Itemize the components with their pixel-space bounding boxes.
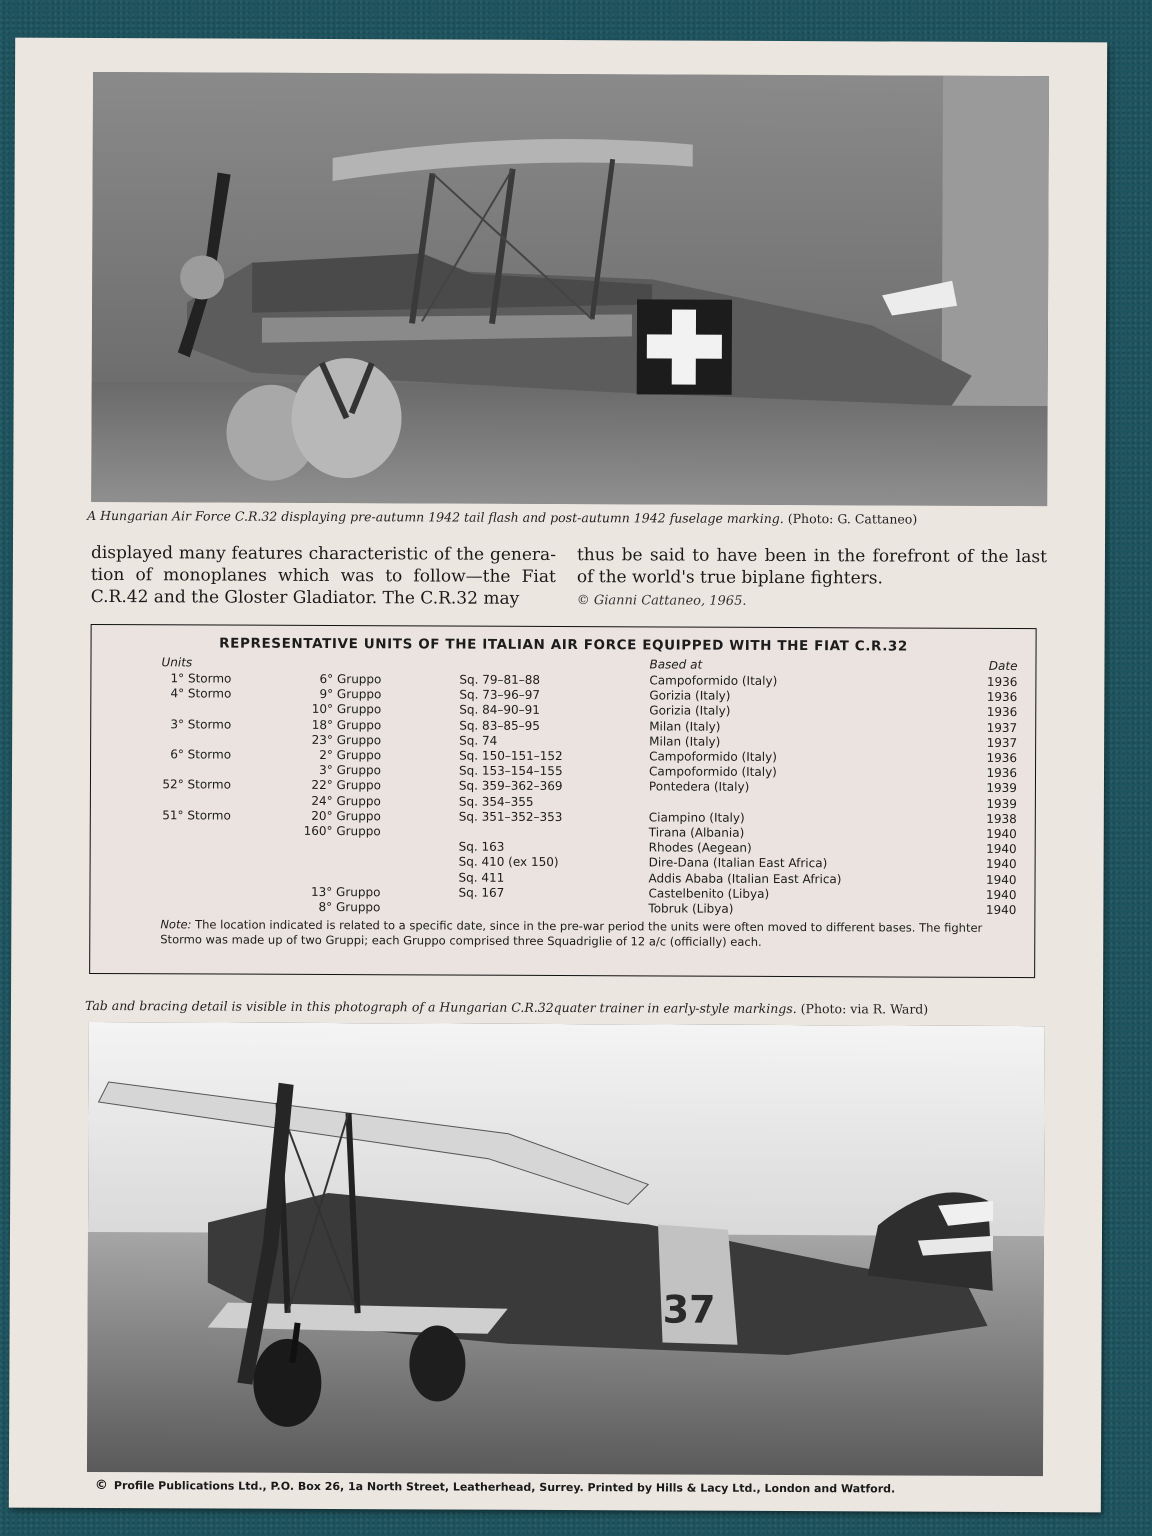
squadriglia-cell: Sq. 84–90–91 — [459, 702, 540, 718]
based-at-cell: Gorizia (Italy) — [649, 688, 731, 703]
gruppo-cell: 24° Gruppo — [311, 793, 381, 808]
date-cell: 1936 — [986, 750, 1018, 766]
header-units: Units — [161, 655, 193, 670]
biplane-photo-illustration — [91, 72, 1049, 506]
mid-caption-credit: (Photo: via R. Ward) — [800, 1001, 929, 1017]
gruppo-cell: 20° Gruppo — [311, 808, 381, 824]
bottom-photo-cr32quater-trainer — [87, 1022, 1045, 1476]
mid-caption-text: Tab and bracing detail is visible in this photograph of a Hungarian C.R.32quater trainer in early-style markings. — [84, 997, 797, 1017]
date-cell: 1936 — [986, 674, 1018, 690]
body-text-column-2 — [577, 544, 1047, 614]
stormo-cell: 4° Stormo — [170, 686, 232, 701]
gruppo-cell: 3° Gruppo — [319, 763, 382, 778]
stormo-cell: 3° Stormo — [170, 716, 232, 732]
squadriglia-cell: Sq. 153–154–155 — [458, 763, 563, 779]
note-text: The location indicated is related to a specific date, since in the pre-war period the units were often moved to different bases. The fighter Stormo was made up of two Gruppi; each Gruppo comprised three Squadriglie of 12 a/c (officially) each. — [160, 917, 983, 949]
author-copyright: © Gianni Cattaneo, 1965. — [576, 593, 747, 609]
squadriglia-cell: Sq. 73–96–97 — [459, 687, 541, 703]
based-at-cell: Pontedera (Italy) — [648, 779, 750, 795]
units-table-title: REPRESENTATIVE UNITS OF THE ITALIAN AIR FORCE EQUIPPED WITH THE FIAT C.R.32 — [219, 635, 908, 655]
squadriglia-cell: Sq. 167 — [458, 885, 505, 900]
date-cell: 1939 — [986, 781, 1017, 796]
header-date: Date — [988, 658, 1018, 674]
date-cell: 1936 — [986, 705, 1018, 720]
based-at-cell: Milan (Italy) — [649, 734, 721, 749]
based-at-cell: Dire-Dana (Italian East Africa) — [648, 855, 828, 871]
date-cell: 1940 — [986, 857, 1017, 872]
gruppo-cell: 10° Gruppo — [311, 702, 382, 717]
squadriglia-cell: Sq. 351–352–353 — [458, 809, 563, 824]
gruppo-cell: 2° Gruppo — [319, 747, 382, 763]
stormo-cell: 6° Stormo — [170, 747, 232, 762]
squadriglia-cell: Sq. 79–81–88 — [459, 672, 541, 687]
units-table-note — [160, 917, 1020, 950]
date-cell: 1940 — [985, 872, 1017, 887]
date-cell: 1940 — [985, 902, 1017, 918]
squadriglia-cell: Sq. 359–362–369 — [458, 778, 563, 794]
based-at-cell: Campoformido (Italy) — [649, 673, 778, 688]
header-based-at: Based at — [649, 657, 703, 672]
squadriglia-cell: Sq. 83–85–95 — [459, 718, 540, 733]
date-cell: 1939 — [986, 796, 1017, 811]
top-caption-text: A Hungarian Air Force C.R.32 displaying pre-autumn 1942 tail flash and post-autumn 1942 fuselage marking. — [87, 507, 784, 526]
top-photo-caption — [87, 508, 1047, 527]
date-cell: 1937 — [986, 735, 1018, 750]
based-at-cell: Campoformido (Italy) — [649, 749, 777, 764]
units-table-box — [89, 624, 1037, 978]
date-cell: 1938 — [986, 811, 1017, 826]
top-caption-credit: (Photo: G. Cattaneo) — [787, 511, 918, 527]
magazine-page — [9, 38, 1107, 1513]
based-at-cell: Addis Ababa (Italian East Africa) — [648, 870, 842, 886]
gruppo-cell: 160° Gruppo — [303, 823, 381, 839]
date-cell: 1940 — [985, 887, 1017, 902]
date-cell: 1936 — [986, 690, 1018, 705]
gruppo-cell: 23° Gruppo — [311, 732, 382, 748]
publisher-footer — [95, 1478, 895, 1496]
note-label: Note: — [160, 917, 192, 932]
footer-text: Profile Publications Ltd., P.O. Box 26, 1a North Street, Leatherhead, Surrey. Printed by Hills & Lacy Ltd., London and Watford. — [113, 1479, 896, 1496]
stormo-cell: 1° Stormo — [170, 671, 232, 686]
based-at-cell: Castelbenito (Libya) — [648, 886, 770, 901]
gruppo-cell: 13° Gruppo — [310, 884, 381, 900]
gruppo-cell: 9° Gruppo — [319, 687, 382, 702]
based-at-cell: Tobruk (Libya) — [648, 901, 734, 916]
based-at-cell: Ciampino (Italy) — [648, 810, 745, 825]
gruppo-cell: 6° Gruppo — [319, 671, 382, 687]
based-at-cell: Tirana (Albania) — [648, 825, 745, 840]
based-at-cell: Gorizia (Italy) — [649, 703, 731, 719]
trainer-photo-illustration — [87, 1022, 1045, 1476]
based-at-cell: Rhodes (Aegean) — [648, 840, 752, 856]
gruppo-cell: 22° Gruppo — [311, 778, 381, 793]
based-at-cell: Campoformido (Italy) — [648, 764, 777, 780]
body-text-column-2-paragraph: thus be said to have been in the forefront of the last of the world's true biplane fighters. — [576, 545, 1047, 589]
date-cell: 1940 — [986, 842, 1017, 857]
bottom-photo-caption — [85, 998, 1045, 1017]
body-text-column-1: displayed many features characteristic of the genera-tion of monoplanes which was to follow—the Fiat C.R.42 and the Gloster Gladiator. The C.R.32 may — [90, 542, 557, 609]
stormo-cell: 52° Stormo — [162, 777, 231, 792]
gruppo-cell: 8° Gruppo — [318, 899, 381, 915]
copyright-icon: © — [94, 1477, 108, 1494]
squadriglia-cell: Sq. 354–355 — [458, 794, 534, 809]
squadriglia-cell: Sq. 163 — [458, 839, 505, 854]
top-photo-hungarian-cr32 — [91, 72, 1049, 506]
units-table-row — [90, 899, 1034, 918]
squadriglia-cell: Sq. 74 — [459, 733, 498, 748]
fuselage-code: 37 — [662, 1287, 716, 1332]
date-cell: 1940 — [986, 826, 1017, 842]
date-cell: 1936 — [986, 766, 1018, 781]
squadriglia-cell: Sq. 411 — [458, 870, 505, 885]
stormo-cell: 51° Stormo — [162, 808, 231, 823]
squadriglia-cell: Sq. 410 (ex 150) — [458, 854, 559, 870]
gruppo-cell: 18° Gruppo — [311, 717, 382, 732]
based-at-cell: Milan (Italy) — [649, 718, 721, 734]
date-cell: 1937 — [986, 720, 1018, 735]
squadriglia-cell: Sq. 150–151–152 — [459, 748, 563, 764]
